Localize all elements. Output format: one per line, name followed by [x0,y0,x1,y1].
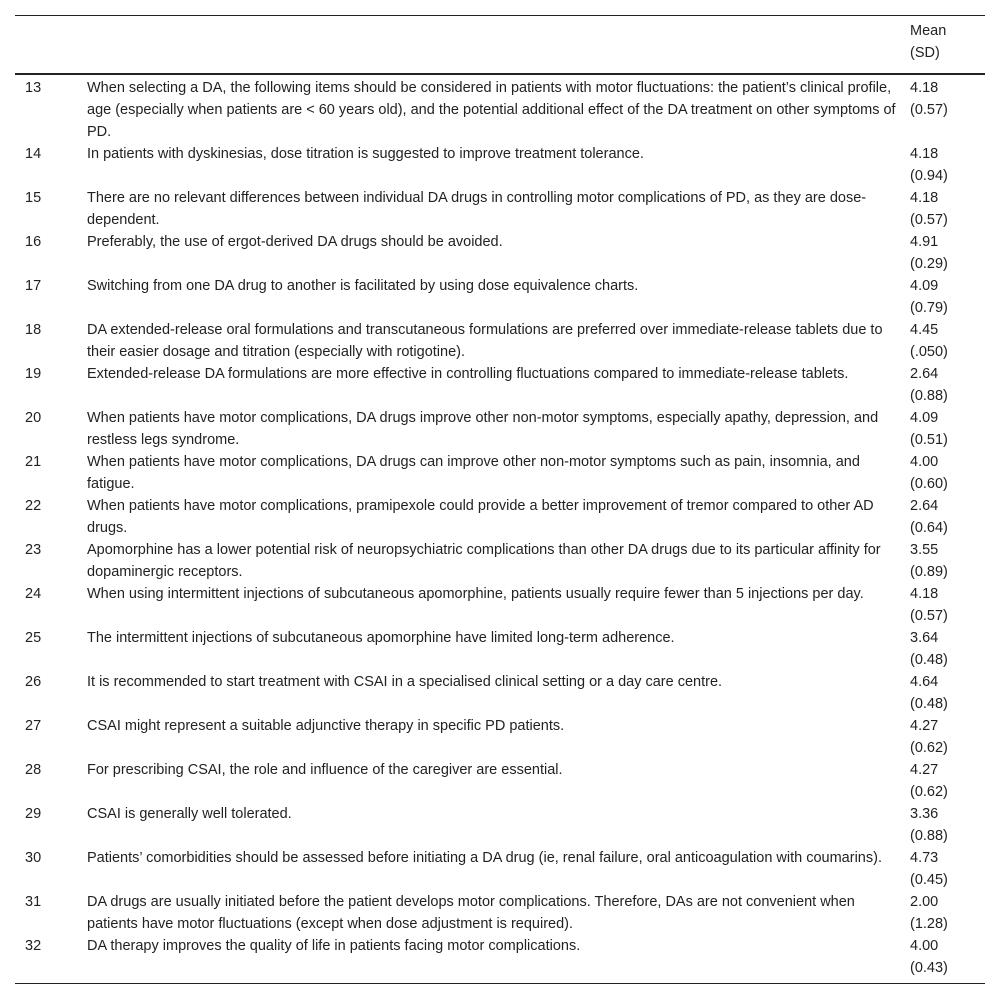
statement-text: DA therapy improves the quality of life in patients facing motor complications. [87,938,581,954]
mean-sd-cell [910,77,985,143]
mean-sd-cell [910,187,985,231]
statement-number: 25 [25,630,42,646]
mean-value: 4.27 [910,762,939,778]
mean-sd-cell [910,363,985,407]
statement-number: 27 [25,718,42,734]
statement-number: 13 [25,80,42,96]
sd-value: (0.62) [910,784,948,800]
mean-sd-cell [910,495,985,539]
table-row [15,77,985,143]
statement-text: When patients have motor complications, DA drugs can improve other non-motor symptoms such as pain, insomnia, and fatigue. [87,454,860,492]
statement-text: Patients’ comorbidities should be assessed before initiating a DA drug (ie, renal failure, oral anticoagulation with coumarins). [87,850,882,866]
mean-value: 4.27 [910,718,939,734]
mean-sd-cell [910,891,985,935]
table-row [15,891,985,935]
mean-value: 2.00 [910,894,939,910]
mean-sd-cell [910,803,985,847]
table-row [15,495,985,539]
table-row [15,583,985,627]
mean-sd-cell [910,319,985,363]
mean-sd-cell [910,451,985,495]
statement-number: 19 [25,366,42,382]
statement-number: 15 [25,190,42,206]
statement-number: 23 [25,542,42,558]
statement-text: When using intermittent injections of subcutaneous apomorphine, patients usually require fewer than 5 injections per day. [87,586,864,602]
statement-text: Extended-release DA formulations are more effective in controlling fluctuations compared to immediate-release tablets. [87,366,849,382]
mean-sd-cell [910,759,985,803]
statement-number: 22 [25,498,42,514]
mean-value: 2.64 [910,366,939,382]
statement-text: In patients with dyskinesias, dose titration is suggested to improve treatment tolerance. [87,146,644,162]
mean-value: 4.18 [910,146,939,162]
header-mean-sd [910,20,985,64]
mean-sd-cell [910,715,985,759]
table-bottom-rule [15,983,985,984]
statement-number: 28 [25,762,42,778]
table-row [15,847,985,891]
statement-text: There are no relevant differences between individual DA drugs in controlling motor complications of PD, as they are dose-dependent. [87,190,867,228]
sd-value: (0.89) [910,564,948,580]
header-sd: (SD) [910,45,940,61]
statement-number: 16 [25,234,42,250]
statement-text: For prescribing CSAI, the role and influence of the caregiver are essential. [87,762,563,778]
statement-text: Switching from one DA drug to another is facilitated by using dose equivalence charts. [87,278,639,294]
mean-value: 3.55 [910,542,939,558]
statement-text: It is recommended to start treatment with CSAI in a specialised clinical setting or a day care centre. [87,674,723,690]
table-row [15,187,985,231]
mean-value: 4.64 [910,674,939,690]
sd-value: (0.57) [910,608,948,624]
statement-text: The intermittent injections of subcutaneous apomorphine have limited long-term adherence. [87,630,675,646]
statement-number: 14 [25,146,42,162]
statement-number: 29 [25,806,42,822]
statement-number: 20 [25,410,42,426]
table-row [15,319,985,363]
sd-value: (0.51) [910,432,948,448]
table-row [15,363,985,407]
statement-text: Apomorphine has a lower potential risk of neuropsychiatric complications than other DA drugs due to its particular affinity for dopaminergic receptors. [87,542,881,580]
mean-value: 4.18 [910,586,939,602]
sd-value: (0.88) [910,388,948,404]
statement-number: 32 [25,938,42,954]
table-row [15,407,985,451]
table-header-row [15,16,985,73]
sd-value: (0.29) [910,256,948,272]
sd-value: (0.94) [910,168,948,184]
mean-sd-cell [910,583,985,627]
table-row [15,759,985,803]
table-body [15,75,985,983]
mean-value: 4.18 [910,190,939,206]
sd-value: (0.62) [910,740,948,756]
mean-value: 4.00 [910,454,939,470]
sd-value: (0.45) [910,872,948,888]
table-row [15,451,985,495]
statement-number: 31 [25,894,42,910]
mean-value: 4.18 [910,80,939,96]
statement-text: When patients have motor complications, DA drugs improve other non-motor symptoms, especially apathy, depression, and restless legs syndrome. [87,410,879,448]
sd-value: (0.43) [910,960,948,976]
mean-value: 4.09 [910,410,939,426]
header-statement [87,20,910,64]
statement-number: 18 [25,322,42,338]
statement-number: 30 [25,850,42,866]
mean-sd-cell [910,539,985,583]
table-row [15,275,985,319]
statement-text: When patients have motor complications, pramipexole could provide a better improvement of tremor compared to other AD drugs. [87,498,874,536]
header-num [15,20,87,64]
table-row [15,715,985,759]
sd-value: (0.48) [910,652,948,668]
mean-value: 4.73 [910,850,939,866]
statement-text: DA extended-release oral formulations and transcutaneous formulations are preferred over immediate-release tablets due to their easier dosage and titration (especially with rotigotine). [87,322,883,360]
mean-value: 2.64 [910,498,939,514]
statement-text: Preferably, the use of ergot-derived DA drugs should be avoided. [87,234,503,250]
mean-value: 4.09 [910,278,939,294]
mean-sd-cell [910,627,985,671]
statement-number: 21 [25,454,42,470]
table-row [15,935,985,979]
mean-value: 3.64 [910,630,939,646]
sd-value: (0.64) [910,520,948,536]
table-row [15,803,985,847]
table-row [15,143,985,187]
header-mean: Mean [910,23,947,39]
statement-text: DA drugs are usually initiated before the patient develops motor complications. Therefore, DAs are not convenient when patients have motor fluctuations (except when dose adjustment is required). [87,894,855,932]
statement-number: 24 [25,586,42,602]
sd-value: (0.57) [910,212,948,228]
mean-value: 4.45 [910,322,939,338]
mean-value: 4.91 [910,234,939,250]
sd-value: (0.88) [910,828,948,844]
mean-sd-cell [910,231,985,275]
table-row [15,671,985,715]
sd-value: (0.79) [910,300,948,316]
sd-value: (0.60) [910,476,948,492]
table-row [15,539,985,583]
mean-sd-cell [910,671,985,715]
table-row [15,627,985,671]
statement-number: 17 [25,278,42,294]
mean-sd-cell [910,275,985,319]
sd-value: (0.48) [910,696,948,712]
mean-value: 4.00 [910,938,939,954]
sd-value: (0.57) [910,102,948,118]
sd-value: (.050) [910,344,948,360]
mean-sd-cell [910,935,985,979]
sd-value: (1.28) [910,916,948,932]
mean-sd-cell [910,143,985,187]
statement-text: CSAI might represent a suitable adjunctive therapy in specific PD patients. [87,718,565,734]
table-row [15,231,985,275]
mean-sd-cell [910,407,985,451]
mean-value: 3.36 [910,806,939,822]
consensus-table [15,15,985,984]
mean-sd-cell [910,847,985,891]
statement-text: When selecting a DA, the following items should be considered in patients with motor fluctuations: the patient’s clinical profile, age (especially when patients are < 60 years old), and the potential additional effect of the DA treatment on other symptoms of PD. [87,80,896,140]
statement-text: CSAI is generally well tolerated. [87,806,292,822]
statement-number: 26 [25,674,42,690]
